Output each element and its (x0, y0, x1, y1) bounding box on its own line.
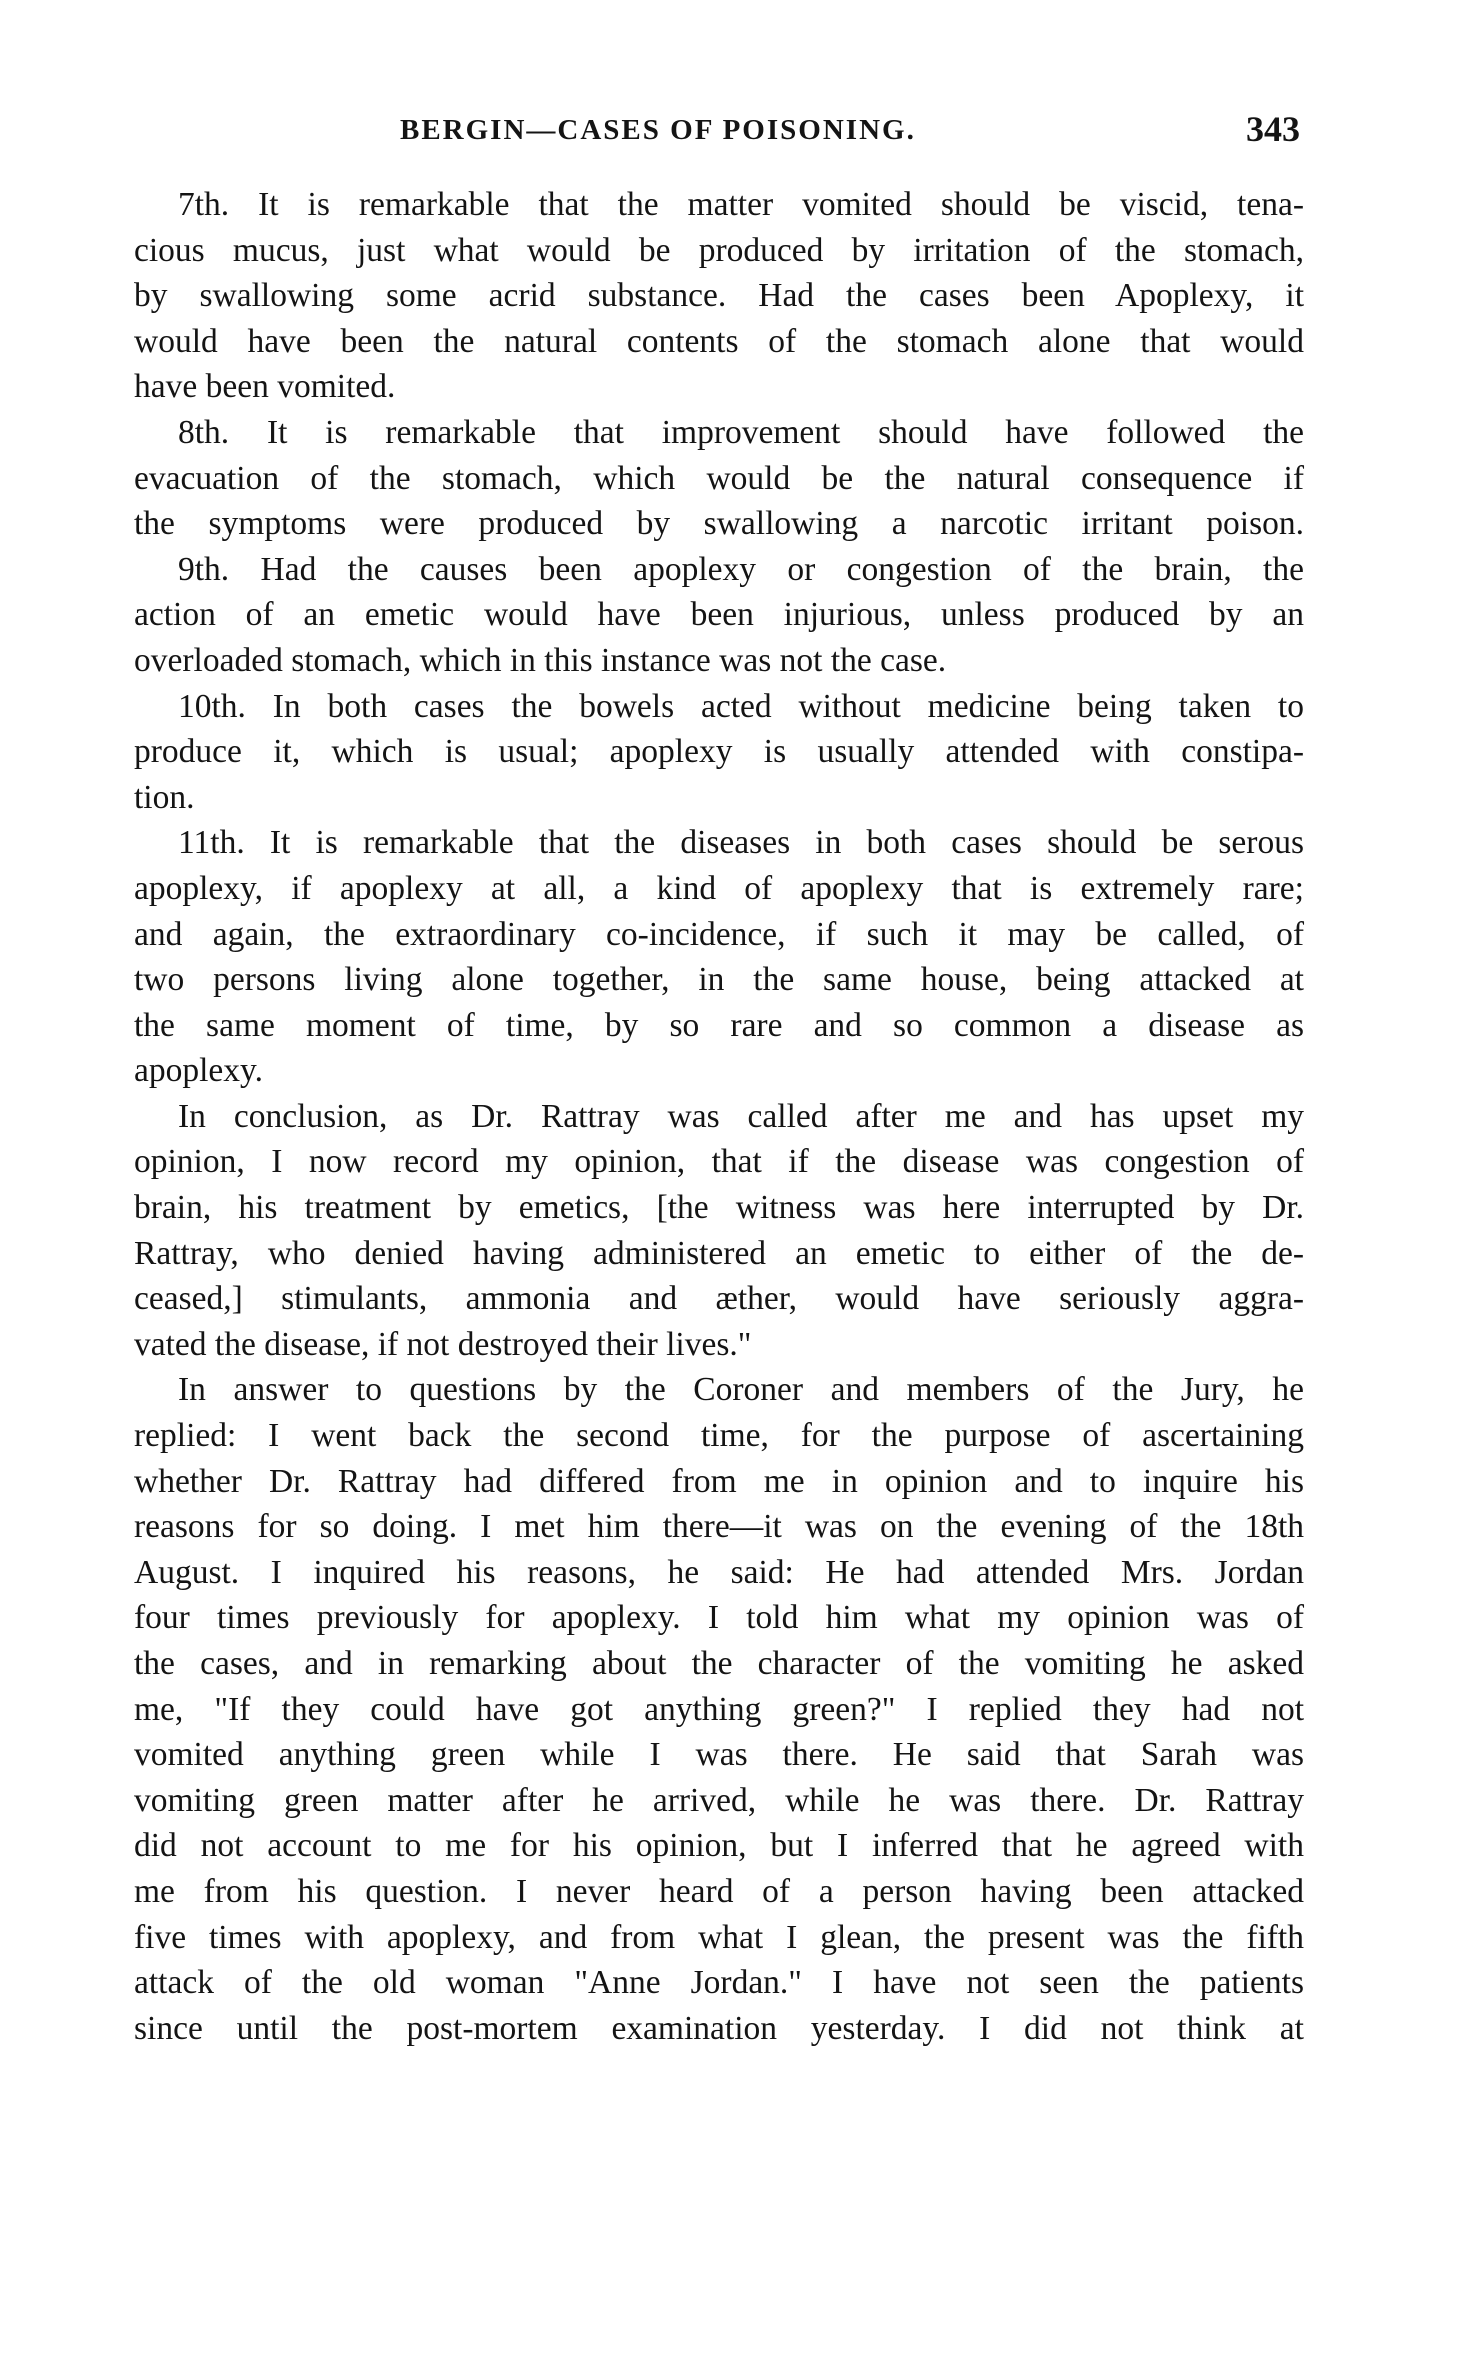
text-line: have been vomited. (134, 368, 396, 406)
text-line: Rattray, who denied having administered an emetic to either of the de- (134, 1234, 1304, 1272)
text-line: me from his question. I never heard of a person having been attacked (134, 1872, 1304, 1910)
text-line: whether Dr. Rattray had differed from me in opinion and to inquire his (134, 1462, 1304, 1500)
text-line: vomiting green matter after he arrived, while he was there. Dr. Rattray (134, 1781, 1304, 1819)
text-line: five times with apoplexy, and from what I glean, the present was the fifth (134, 1918, 1304, 1956)
text-line: me, "If they could have got anything green?" I replied they had not (134, 1690, 1304, 1728)
text-line: 11th. It is remarkable that the diseases in both cases should be serous (178, 824, 1304, 862)
text-line: since until the post-mortem examination yesterday. I did not think at (134, 2009, 1304, 2047)
text-line: In conclusion, as Dr. Rattray was called after me and has upset my (178, 1097, 1304, 1135)
text-line: apoplexy, if apoplexy at all, a kind of apoplexy that is extremely rare; (134, 869, 1304, 907)
text-line: 9th. Had the causes been apoplexy or congestion of the brain, the (178, 550, 1304, 588)
text-line: action of an emetic would have been injurious, unless produced by an (134, 596, 1304, 634)
text-line: four times previously for apoplexy. I told him what my opinion was of (134, 1599, 1304, 1637)
running-head: BERGIN—CASES OF POISONING. (400, 114, 916, 146)
text-line: attack of the old woman "Anne Jordan." I have not seen the patients (134, 1964, 1304, 2002)
text-line: 7th. It is remarkable that the matter vomited should be viscid, tena- (178, 186, 1304, 223)
text-line: replied: I went back the second time, for the purpose of ascertaining (134, 1417, 1304, 1455)
body-text (134, 182, 1304, 2051)
text-line: 10th. In both cases the bowels acted without medicine being taken to (178, 687, 1304, 725)
text-line: the same moment of time, by so rare and so common a disease as (134, 1006, 1304, 1044)
text-line: apoplexy. (134, 1052, 263, 1090)
text-line: tion. (134, 778, 195, 816)
text-line: two persons living alone together, in the same house, being attacked at (134, 961, 1304, 999)
page-header (190, 108, 1300, 158)
page-number: 343 (1246, 109, 1300, 149)
text-line: ceased,] stimulants, ammonia and æther, would have seriously aggra- (134, 1280, 1304, 1318)
text-line: In answer to questions by the Coroner and members of the Jury, he (178, 1371, 1304, 1409)
text-line: vated the disease, if not destroyed their lives." (134, 1325, 752, 1363)
text-line: did not account to me for his opinion, but I inferred that he agreed with (134, 1827, 1304, 1865)
text-line: brain, his treatment by emetics, [the witness was here interrupted by Dr. (134, 1189, 1304, 1227)
text-line: and again, the extraordinary co-incidence, if such it may be called, of (134, 915, 1304, 953)
text-line: the symptoms were produced by swallowing a narcotic irritant poison. (134, 505, 1304, 543)
text-line: 8th. It is remarkable that improvement should have followed the (178, 413, 1304, 451)
text-line: would have been the natural contents of the stomach alone that would (134, 322, 1304, 360)
text-line: August. I inquired his reasons, he said: He had attended Mrs. Jordan (134, 1553, 1304, 1591)
text-line: vomited anything green while I was there. He said that Sarah was (134, 1736, 1304, 1774)
text-line: opinion, I now record my opinion, that if the disease was congestion of (134, 1143, 1304, 1181)
text-line: the cases, and in remarking about the character of the vomiting he asked (134, 1645, 1304, 1682)
text-line: evacuation of the stomach, which would be the natural consequence if (134, 459, 1304, 497)
text-line: overloaded stomach, which in this instance was not the case. (134, 641, 947, 679)
text-line: reasons for so doing. I met him there—it was on the evening of the 18th (134, 1508, 1304, 1546)
text-line: produce it, which is usual; apoplexy is usually attended with constipa- (134, 733, 1304, 771)
text-line: cious mucus, just what would be produced by irritation of the stomach, (134, 231, 1304, 269)
text-line: by swallowing some acrid substance. Had the cases been Apoplexy, it (134, 277, 1304, 315)
